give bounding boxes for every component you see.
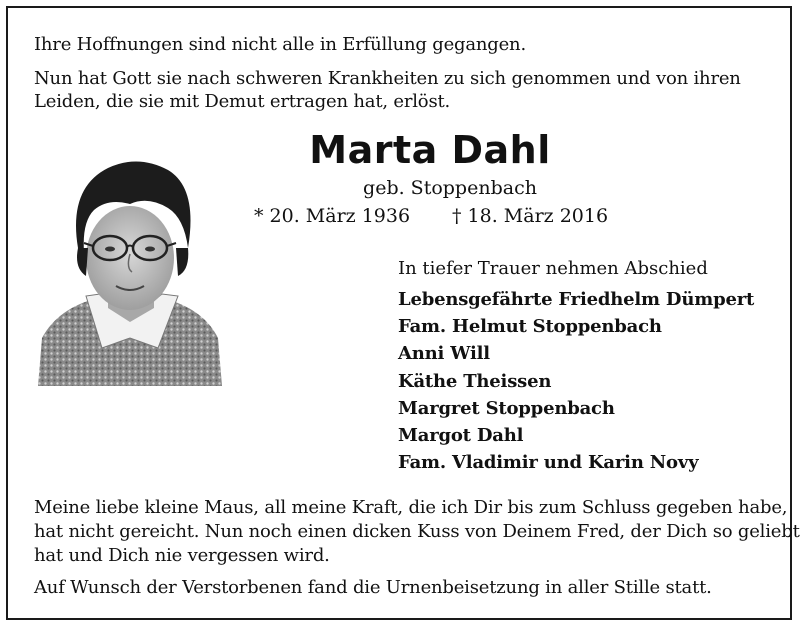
mourner-item: Fam. Helmut Stoppenbach (398, 316, 662, 338)
farewell-line-3: hat und Dich nie vergessen wird. (34, 545, 330, 566)
mourner-item: Fam. Vladimir und Karin Novy (398, 452, 699, 474)
intro-line-1: Ihre Hoffnungen sind nicht alle in Erfüllung gegangen. (34, 34, 526, 55)
mourner-item: Lebensgefährte Friedhelm Dümpert (398, 289, 755, 310)
mourning-intro: In tiefer Trauer nehmen Abschied (398, 258, 708, 279)
intro-line-2: Nun hat Gott sie nach schweren Krankheiten zu sich genommen und von ihren (34, 68, 741, 89)
portrait-photo (38, 148, 222, 386)
farewell-line-1: Meine liebe kleine Maus, all meine Kraft, die ich Dir bis zum Schluss gegeben habe, (34, 497, 788, 518)
birth-date: * 20. März 1936 (254, 205, 411, 227)
birth-name: geb. Stoppenbach (363, 177, 537, 199)
mourner-item: Margret Stoppenbach (398, 397, 615, 419)
mourner-item: Anni Will (398, 343, 490, 365)
mourner-item: Käthe Theissen (398, 370, 552, 392)
farewell-line-2: hat nicht gereicht. Nun noch einen dicken Kuss von Deinem Fred, der Dich so geliebt (34, 521, 800, 542)
mourner-item: Margot Dahl (398, 425, 524, 447)
death-date: † 18. März 2016 (452, 205, 609, 227)
deceased-name: Marta Dahl (309, 128, 551, 172)
intro-line-3: Leiden, die sie mit Demut ertragen hat, erlöst. (34, 91, 451, 112)
closing-line: Auf Wunsch der Verstorbenen fand die Urnenbeisetzung in aller Stille statt. (34, 577, 712, 598)
mourners-list (398, 286, 754, 476)
